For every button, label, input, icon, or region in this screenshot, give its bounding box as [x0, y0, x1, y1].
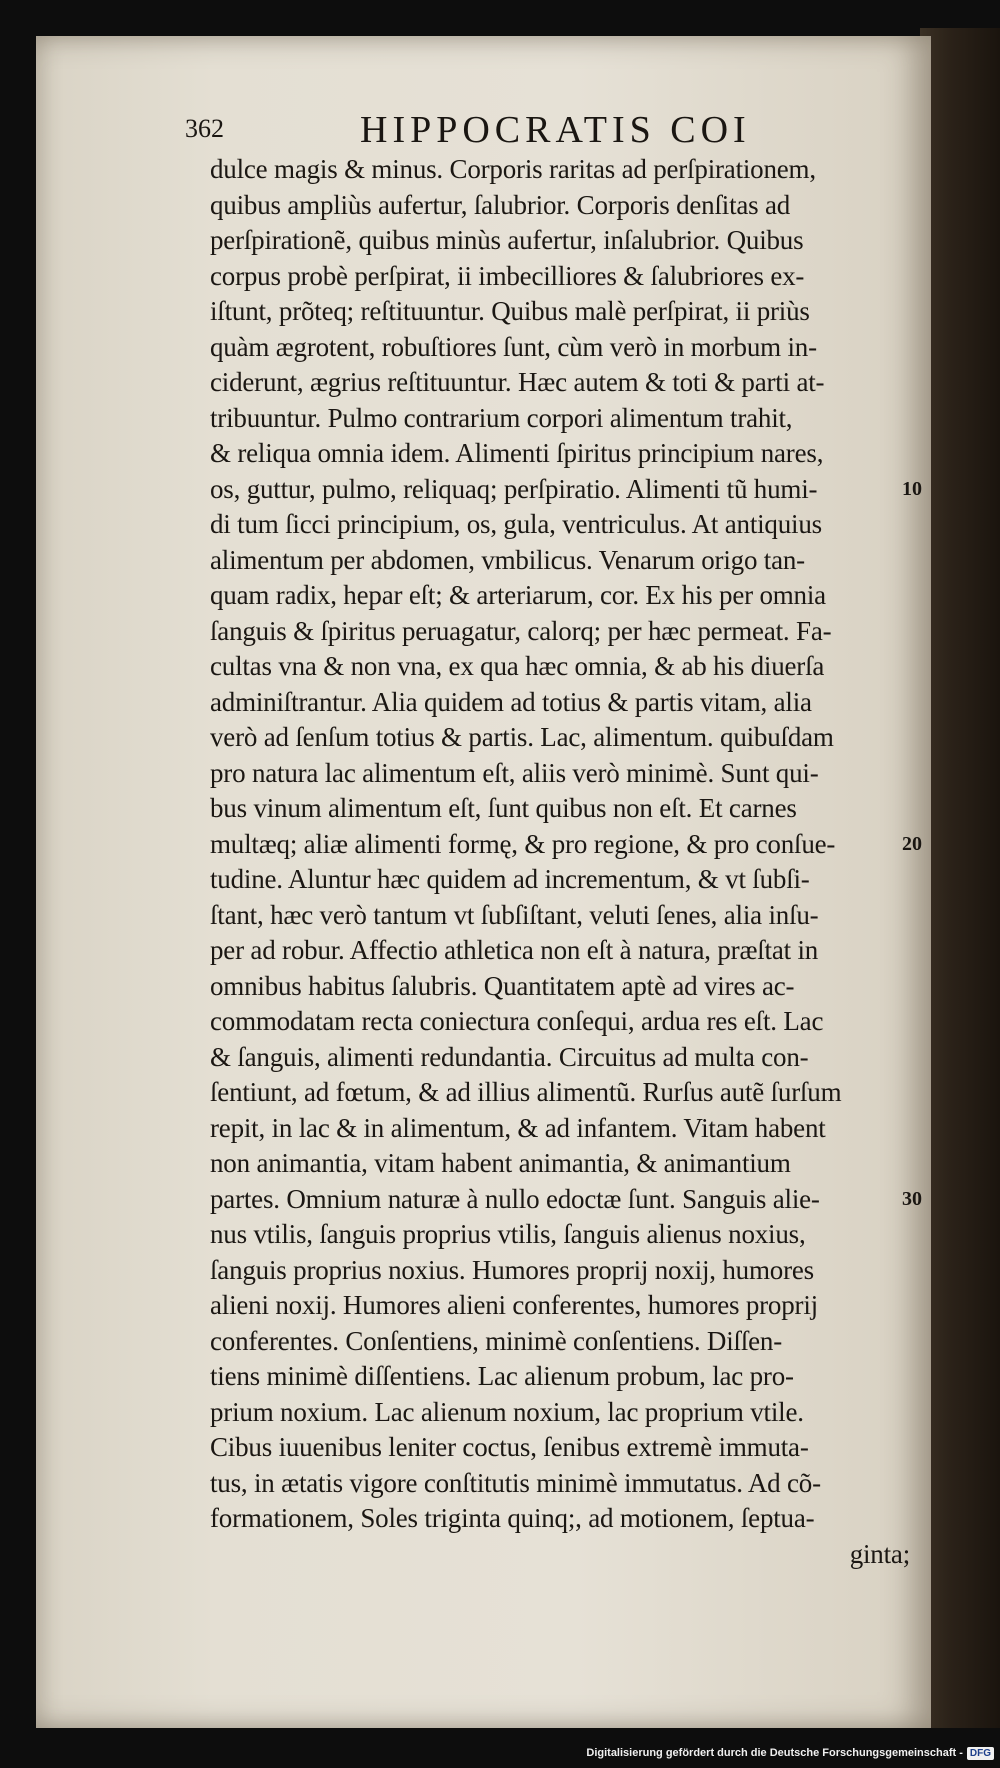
book-edge	[920, 28, 1000, 1728]
text-line: & reliqua omnia idem. Alimenti ſpiritus principium nares,	[210, 438, 824, 468]
text-line: ſanguis & ſpiritus peruagatur, calorq; per hæc permeat. Fa-	[210, 615, 832, 646]
text-line: nus vtilis, ſanguis proprius vtilis, ſanguis alienus noxius,	[210, 1219, 806, 1249]
text-line: quibus ampliùs aufertur, ſalubrior. Corporis denſitas ad	[210, 189, 791, 220]
text-line: prium noxium. Lac alienum noxium, lac proprium vtile.	[210, 1396, 804, 1427]
text-line: alimentum per abdomen, vmbilicus. Venarum origo tan-	[210, 544, 805, 575]
text-line: tus, in ætatis vigore conſtitutis minimè immutatus. Ad cõ-	[210, 1467, 821, 1498]
text-line: iſtunt, prõteq; reſtituuntur. Quibus malè perſpirat, ii priùs	[210, 296, 810, 326]
text-line: omnibus habitus ſalubris. Quantitatem aptè ad vires ac-	[210, 970, 795, 1001]
text-line: os, guttur, pulmo, reliquaq; perſpiratio. Alimenti tũ humi-	[210, 473, 818, 504]
catchword: ginta;	[849, 1538, 910, 1569]
text-line: di tum ſicci principium, os, gula, ventriculus. At antiquius	[210, 509, 822, 539]
text-line: bus vinum alimentum eſt, ſunt quibus non eſt. Et carnes	[210, 793, 797, 823]
text-line: Cibus iuuenibus leniter coctus, ſenibus extremè immuta-	[210, 1432, 809, 1462]
text-line: ſanguis proprius noxius. Humores proprij noxij, humores	[210, 1254, 814, 1285]
page-number: 362	[185, 114, 224, 143]
text-line: verò ad ſenſum totius & partis. Lac, alimentum. quibuſdam	[210, 722, 834, 752]
text-line: ſtant, hæc verò tantum vt ſubſiſtant, veluti ſenes, alia inſu-	[210, 899, 819, 930]
text-line: perſpirationẽ, quibus minùs aufertur, inſalubrior. Quibus	[210, 225, 804, 255]
text-line: partes. Omnium naturæ à nullo edoctæ ſunt. Sanguis alie-	[210, 1183, 820, 1214]
running-head	[185, 108, 905, 152]
footer-credit	[586, 1744, 994, 1762]
text-line: corpus probè perſpirat, ii imbecilliores & ſalubriores ex-	[210, 260, 805, 291]
text-line: per ad robur. Affectio athletica non eſt à natura, præſtat in	[210, 935, 819, 965]
text-line: formationem, Soles triginta quinq;, ad motionem, ſeptua-	[210, 1503, 815, 1533]
text-line: conferentes. Conſentiens, minimè conſentiens. Diſſen-	[210, 1325, 782, 1356]
text-line: adminiſtrantur. Alia quidem ad totius & partis vitam, alia	[210, 686, 812, 717]
margin-number: 10	[902, 477, 922, 500]
text-line: tudine. Aluntur hæc quidem ad incrementum, & vt ſubſi-	[210, 864, 810, 894]
text-line: repit, in lac & in alimentum, & ad infantem. Vitam habent	[210, 1112, 826, 1143]
text-line: cultas vna & non vna, ex qua hæc omnia, & ab his diuerſa	[210, 651, 825, 681]
running-title: HIPPOCRATIS COI	[360, 109, 751, 151]
dfg-logo: DFG	[967, 1747, 994, 1760]
text-line: tribuuntur. Pulmo contrarium corpori alimentum trahit,	[210, 402, 793, 433]
text-line: non animantia, vitam habent animantia, & animantium	[210, 1148, 791, 1178]
text-line: dulce magis & minus. Corporis raritas ad perſpirationem,	[210, 154, 816, 184]
text-line: ciderunt, ægrius reſtituuntur. Hæc autem & toti & parti at-	[210, 367, 825, 397]
margin-number: 20	[902, 832, 922, 855]
text-line: commodatam recta coniectura conſequi, ardua res eſt. Lac	[210, 1006, 824, 1036]
text-line: alieni noxij. Humores alieni conferentes, humores proprij	[210, 1290, 818, 1320]
text-line: tiens minimè diſſentiens. Lac alienum probum, lac pro-	[210, 1361, 794, 1391]
text-line: multæq; aliæ alimenti formę, & pro regione, & pro conſue-	[210, 828, 836, 859]
margin-number: 30	[902, 1187, 922, 1210]
text-line: & ſanguis, alimenti redundantia. Circuitus ad multa con-	[210, 1041, 809, 1072]
text-line: quàm ægrotent, robuſtiores ſunt, cùm verò in morbum in-	[210, 331, 817, 362]
text-block	[210, 152, 930, 1572]
text-line: ſentiunt, ad fœtum, & ad illius alimentũ. Rurſus autẽ ſurſum	[210, 1077, 842, 1107]
text-line: pro natura lac alimentum eſt, aliis verò minimè. Sunt qui-	[210, 757, 819, 788]
text-line: quam radix, hepar eſt; & arteriarum, cor. Ex his per omnia	[210, 580, 826, 610]
footer-credit-text: Digitalisierung gefördert durch die Deutsche Forschungsgemeinschaft -	[586, 1747, 963, 1759]
